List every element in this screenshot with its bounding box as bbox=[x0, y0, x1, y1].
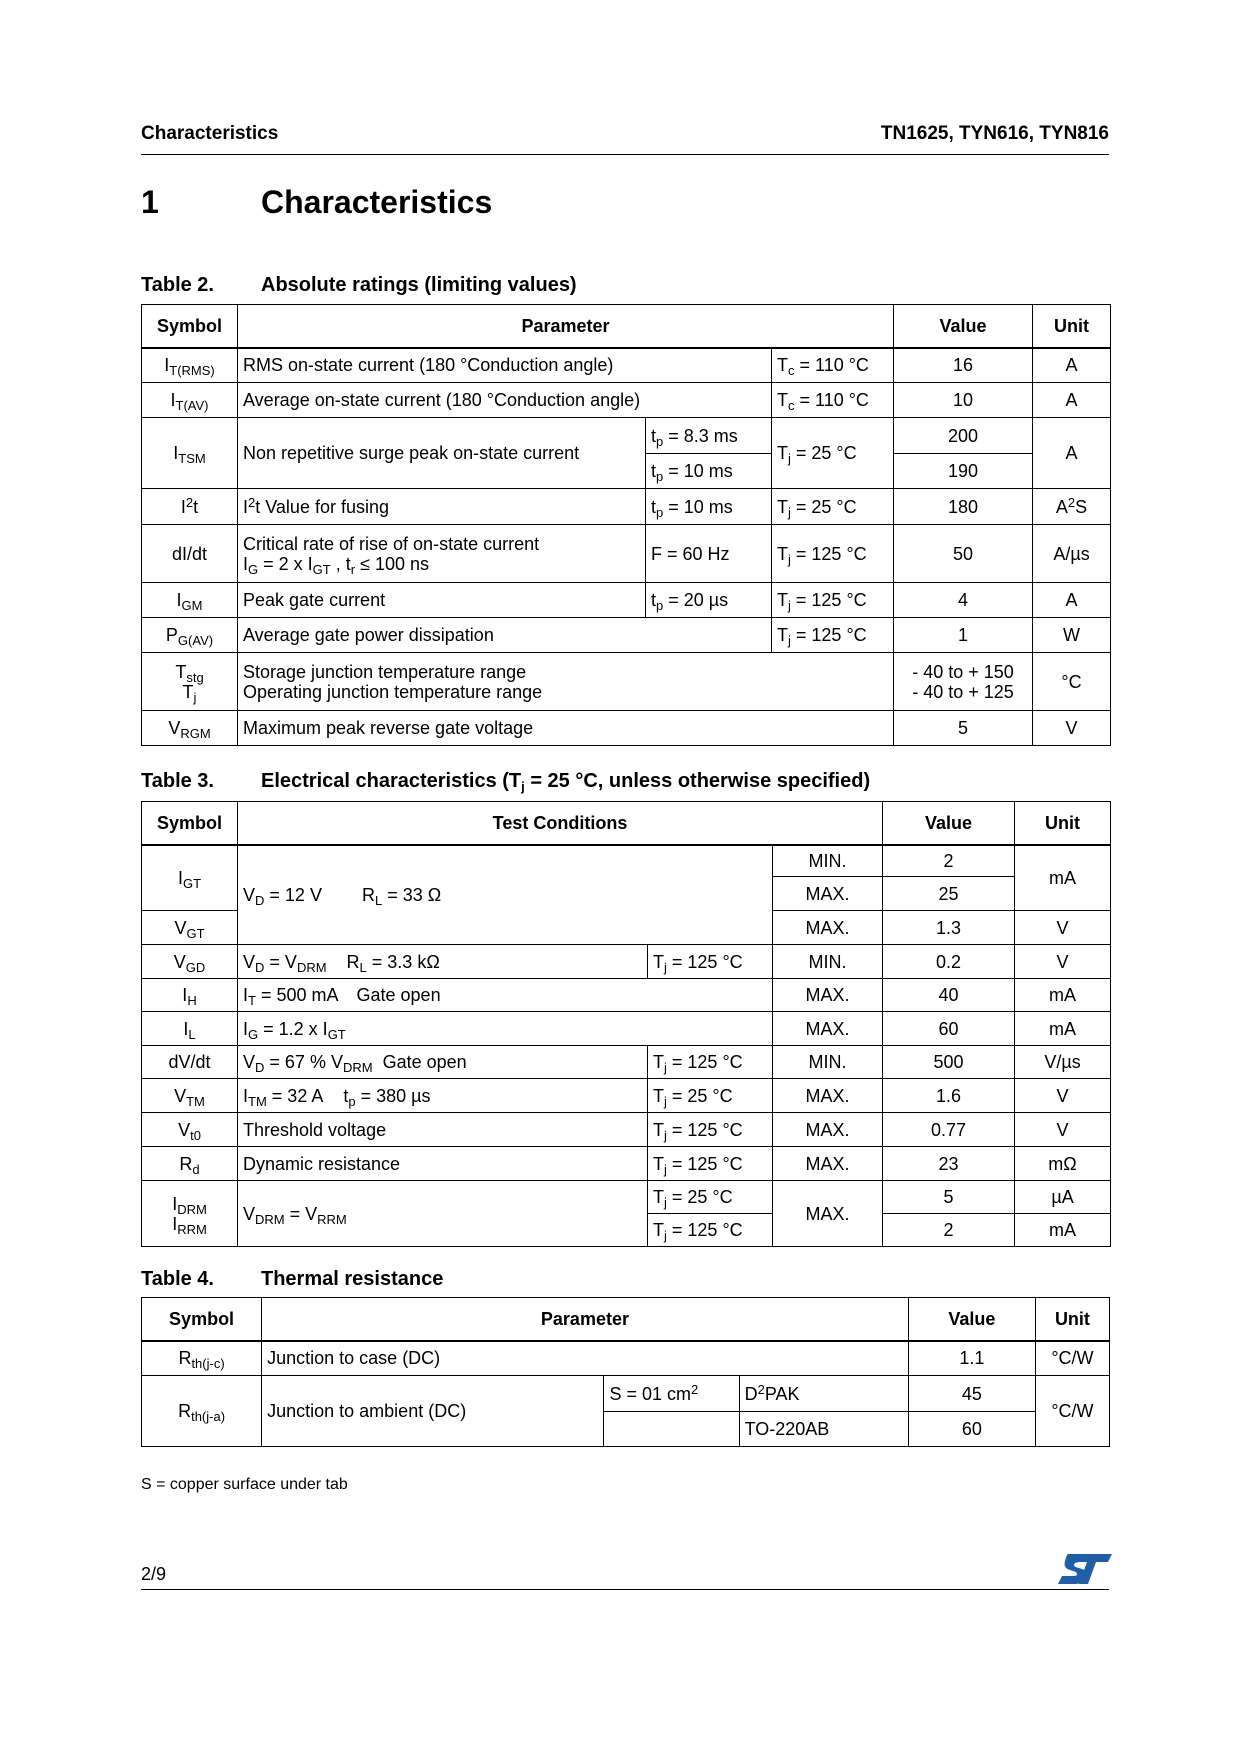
unit-cell: °C/W bbox=[1035, 1341, 1109, 1376]
condition-cell: $T_j = 25$ °C bbox=[772, 418, 894, 489]
value-cell: 16 bbox=[894, 348, 1033, 383]
symbol-cell: $I_{GM}$ bbox=[142, 583, 238, 618]
parameter-cell: Average on-state current (180 °Conduction angle) bbox=[238, 383, 772, 418]
col-header-symbol: Symbol bbox=[142, 802, 238, 845]
table-header-row bbox=[142, 305, 1111, 348]
table2-title: Absolute ratings (limiting values) bbox=[261, 274, 577, 296]
minmax-cell: MAX. bbox=[773, 911, 883, 945]
table-row bbox=[142, 1181, 1111, 1214]
condition-cell: $t_p = 20$ µs bbox=[646, 583, 772, 618]
symbol-cell: $I_{GT}$ bbox=[142, 845, 238, 911]
table3-title: Electrical characteristics ($T_j = 25$ °C, unless otherwise specified) bbox=[261, 770, 871, 794]
symbol-cell: $V_{TM}$ bbox=[142, 1079, 238, 1113]
parameter-cell: Non repetitive surge peak on-state current bbox=[238, 418, 646, 489]
unit-cell: V bbox=[1015, 1079, 1111, 1113]
table-row bbox=[142, 489, 1111, 525]
table2-absolute-ratings bbox=[141, 304, 1111, 746]
value-cell: 50 bbox=[894, 525, 1033, 583]
unit-cell: mA bbox=[1015, 845, 1111, 911]
symbol-cell: $I_L$ bbox=[142, 1012, 238, 1046]
table3-caption bbox=[141, 770, 870, 793]
unit-cell: °C bbox=[1033, 653, 1111, 711]
table3-electrical-characteristics bbox=[141, 801, 1111, 1247]
unit-cell: V bbox=[1015, 911, 1111, 945]
symbol-cell: $T_{stg}$ $T_j$ bbox=[142, 653, 238, 711]
value-cell: 190 bbox=[894, 454, 1033, 489]
col-header-unit: Unit bbox=[1033, 305, 1111, 348]
condition-cell: $V_D = V_{DRM}$ $R_L = 3.3$ kΩ bbox=[238, 945, 648, 979]
table-header-row bbox=[142, 1298, 1110, 1341]
value-cell: 10 bbox=[894, 383, 1033, 418]
table-row bbox=[142, 583, 1111, 618]
table-row bbox=[142, 383, 1111, 418]
unit-cell: mΩ bbox=[1015, 1147, 1111, 1181]
table-row bbox=[142, 1046, 1111, 1079]
package-cell: TO-220AB bbox=[739, 1412, 908, 1447]
unit-cell: A bbox=[1033, 348, 1111, 383]
value-cell: 1 bbox=[894, 618, 1033, 653]
condition-cell: $V_D = 67$ % $V_{DRM}$ Gate open bbox=[238, 1046, 648, 1079]
unit-cell: V bbox=[1033, 711, 1111, 746]
value-cell: 5 bbox=[894, 711, 1033, 746]
parameter-cell: Average gate power dissipation bbox=[238, 618, 772, 653]
col-header-value: Value bbox=[908, 1298, 1035, 1341]
condition-cell: $T_j = 125$ °C bbox=[772, 618, 894, 653]
value-cell: 45 bbox=[908, 1376, 1035, 1412]
section-number: 1 bbox=[141, 184, 159, 220]
condition-cell: $T_j = 25$ °C bbox=[772, 489, 894, 525]
table3-label: Table 3. bbox=[141, 770, 214, 792]
unit-cell: A bbox=[1033, 418, 1111, 489]
value-cell: 40 bbox=[883, 979, 1015, 1012]
parameter-cell: Critical rate of rise of on-state current $I_G = 2$ x $I_{GT}$ , $t_r \le 100$ ns bbox=[238, 525, 646, 583]
value-cell: 2 bbox=[883, 1214, 1015, 1247]
condition-cell: $T_j = 125$ °C bbox=[648, 1046, 773, 1079]
condition-cell: $V_D = 12$ V $R_L = 33$ Ω bbox=[238, 845, 773, 945]
parameter-cell: Peak gate current bbox=[238, 583, 646, 618]
value-cell: - 40 to + 150 - 40 to + 125 bbox=[894, 653, 1033, 711]
st-logo-shape bbox=[1058, 1554, 1112, 1584]
parameter-cell: Storage junction temperature range Operating junction temperature range bbox=[238, 653, 894, 711]
symbol-cell: $P_{G(AV)}$ bbox=[142, 618, 238, 653]
symbol-cell: $V_{GT}$ bbox=[142, 911, 238, 945]
col-header-symbol: Symbol bbox=[142, 1298, 262, 1341]
table-row bbox=[142, 945, 1111, 979]
minmax-cell: MIN. bbox=[773, 845, 883, 877]
value-cell: 2 bbox=[883, 845, 1015, 877]
col-header-value: Value bbox=[883, 802, 1015, 845]
running-header-section: Characteristics bbox=[141, 123, 279, 144]
table4-caption bbox=[141, 1268, 443, 1291]
minmax-cell: MIN. bbox=[773, 945, 883, 979]
value-cell: 1.1 bbox=[908, 1341, 1035, 1376]
symbol-cell: $I^2t$ bbox=[142, 489, 238, 525]
table-row bbox=[142, 525, 1111, 583]
symbol-cell: $V_{RGM}$ bbox=[142, 711, 238, 746]
footer-divider bbox=[141, 1589, 1109, 1590]
unit-cell: °C/W bbox=[1035, 1376, 1109, 1447]
symbol-cell: $R_{th(j-c)}$ bbox=[142, 1341, 262, 1376]
unit-cell: mA bbox=[1015, 979, 1111, 1012]
table-row bbox=[142, 1341, 1110, 1376]
condition-cell: Dynamic resistance bbox=[238, 1147, 648, 1181]
symbol-cell: $I_{T(RMS)}$ bbox=[142, 348, 238, 383]
value-cell: 1.6 bbox=[883, 1079, 1015, 1113]
condition-cell: F = 60 Hz bbox=[646, 525, 772, 583]
symbol-cell: $R_{th(j-a)}$ bbox=[142, 1376, 262, 1447]
table4-label: Table 4. bbox=[141, 1268, 214, 1290]
col-header-symbol: Symbol bbox=[142, 305, 238, 348]
table2-label: Table 2. bbox=[141, 274, 214, 296]
table-row bbox=[142, 653, 1111, 711]
condition-cell: $T_j = 125$ °C bbox=[772, 525, 894, 583]
col-header-unit: Unit bbox=[1015, 802, 1111, 845]
minmax-cell: MIN. bbox=[773, 1046, 883, 1079]
symbol-cell: $V_{t0}$ bbox=[142, 1113, 238, 1147]
value-cell: 25 bbox=[883, 877, 1015, 911]
symbol-cell: $I_{DRM}$ $I_{RRM}$ bbox=[142, 1181, 238, 1247]
section-title: Characteristics bbox=[261, 184, 493, 220]
symbol-cell: dI/dt bbox=[142, 525, 238, 583]
value-cell: 1.3 bbox=[883, 911, 1015, 945]
condition-cell: $T_j = 25$ °C bbox=[648, 1079, 773, 1113]
value-cell: 60 bbox=[883, 1012, 1015, 1046]
parameter-cell: $I^2t$ Value for fusing bbox=[238, 489, 646, 525]
condition-cell: $t_p = 10$ ms bbox=[646, 489, 772, 525]
minmax-cell: MAX. bbox=[773, 1079, 883, 1113]
value-cell: 23 bbox=[883, 1147, 1015, 1181]
value-cell: 5 bbox=[883, 1181, 1015, 1214]
table-row bbox=[142, 1113, 1111, 1147]
package-cell: $D^2PAK$ bbox=[739, 1376, 908, 1412]
condition-cell: $T_j = 125$ °C bbox=[648, 1214, 773, 1247]
unit-cell: A bbox=[1033, 383, 1111, 418]
table-row bbox=[142, 348, 1111, 383]
table4-thermal-resistance bbox=[141, 1297, 1110, 1447]
condition-cell: $V_{DRM} = V_{RRM}$ bbox=[238, 1181, 648, 1247]
running-header-part-numbers: TN1625, TYN616, TYN816 bbox=[880, 123, 1109, 144]
unit-cell: V bbox=[1015, 1113, 1111, 1147]
minmax-cell: MAX. bbox=[773, 979, 883, 1012]
table2-caption bbox=[141, 274, 577, 297]
condition-cell: Threshold voltage bbox=[238, 1113, 648, 1147]
unit-cell: A/µs bbox=[1033, 525, 1111, 583]
value-cell: 500 bbox=[883, 1046, 1015, 1079]
page-number: 2/9 bbox=[141, 1564, 167, 1584]
col-header-value: Value bbox=[894, 305, 1033, 348]
table-row bbox=[142, 418, 1111, 454]
unit-cell: A bbox=[1033, 583, 1111, 618]
col-header-parameter: Parameter bbox=[238, 305, 894, 348]
minmax-cell: MAX. bbox=[773, 1113, 883, 1147]
value-cell: 0.2 bbox=[883, 945, 1015, 979]
table-row bbox=[142, 845, 1111, 877]
parameter-cell: Junction to ambient (DC) bbox=[262, 1376, 604, 1447]
parameter-cell: Maximum peak reverse gate voltage bbox=[238, 711, 894, 746]
table-row bbox=[142, 711, 1111, 746]
condition-cell: S = 01 $cm^2$ bbox=[604, 1376, 739, 1412]
symbol-cell: $V_{GD}$ bbox=[142, 945, 238, 979]
condition-cell: $T_c = 110$ °C bbox=[772, 383, 894, 418]
condition-cell: $T_j = 125$ °C bbox=[648, 945, 773, 979]
symbol-cell: $R_d$ bbox=[142, 1147, 238, 1181]
unit-cell: W bbox=[1033, 618, 1111, 653]
symbol-cell: dV/dt bbox=[142, 1046, 238, 1079]
value-cell: 180 bbox=[894, 489, 1033, 525]
unit-cell: µA bbox=[1015, 1181, 1111, 1214]
parameter-cell: Junction to case (DC) bbox=[262, 1341, 909, 1376]
unit-cell: V/µs bbox=[1015, 1046, 1111, 1079]
header-divider bbox=[141, 154, 1109, 155]
parameter-cell: RMS on-state current (180 °Conduction angle) bbox=[238, 348, 772, 383]
symbol-cell: $I_H$ bbox=[142, 979, 238, 1012]
table-row bbox=[142, 1012, 1111, 1046]
minmax-cell: MAX. bbox=[773, 1012, 883, 1046]
footnote: S = copper surface under tab bbox=[141, 1476, 348, 1493]
minmax-cell: MAX. bbox=[773, 1181, 883, 1247]
table-header-row bbox=[142, 802, 1111, 845]
unit-cell: $A^2S$ bbox=[1033, 489, 1111, 525]
condition-cell: $I_G = 1.2$ x $I_{GT}$ bbox=[238, 1012, 773, 1046]
col-header-unit: Unit bbox=[1035, 1298, 1109, 1341]
unit-cell: mA bbox=[1015, 1214, 1111, 1247]
empty-cell bbox=[604, 1412, 739, 1447]
value-cell: 200 bbox=[894, 418, 1033, 454]
st-logo-icon bbox=[1058, 1552, 1112, 1586]
condition-cell: $t_p = 10$ ms bbox=[646, 454, 772, 489]
table-row bbox=[142, 1376, 1110, 1412]
symbol-cell: $I_{T(AV)}$ bbox=[142, 383, 238, 418]
col-header-parameter: Parameter bbox=[262, 1298, 909, 1341]
minmax-cell: MAX. bbox=[773, 877, 883, 911]
condition-cell: $T_j = 125$ °C bbox=[648, 1147, 773, 1181]
table4-title: Thermal resistance bbox=[261, 1268, 444, 1290]
table-row bbox=[142, 979, 1111, 1012]
value-cell: 4 bbox=[894, 583, 1033, 618]
condition-cell: $T_j = 125$ °C bbox=[772, 583, 894, 618]
table-row bbox=[142, 1079, 1111, 1113]
symbol-cell: $I_{TSM}$ bbox=[142, 418, 238, 489]
col-header-test-conditions: Test Conditions bbox=[238, 802, 883, 845]
unit-cell: V bbox=[1015, 945, 1111, 979]
minmax-cell: MAX. bbox=[773, 1147, 883, 1181]
condition-cell: $T_c = 110$ °C bbox=[772, 348, 894, 383]
value-cell: 60 bbox=[908, 1412, 1035, 1447]
condition-cell: $I_T = 500$ mA Gate open bbox=[238, 979, 773, 1012]
value-cell: 0.77 bbox=[883, 1113, 1015, 1147]
condition-cell: $t_p = 8.3$ ms bbox=[646, 418, 772, 454]
condition-cell: $T_j = 25$ °C bbox=[648, 1181, 773, 1214]
condition-cell: $I_{TM} = 32$ A $t_p = 380$ µs bbox=[238, 1079, 648, 1113]
table-row bbox=[142, 1147, 1111, 1181]
table-row bbox=[142, 618, 1111, 653]
unit-cell: mA bbox=[1015, 1012, 1111, 1046]
condition-cell: $T_j = 125$ °C bbox=[648, 1113, 773, 1147]
